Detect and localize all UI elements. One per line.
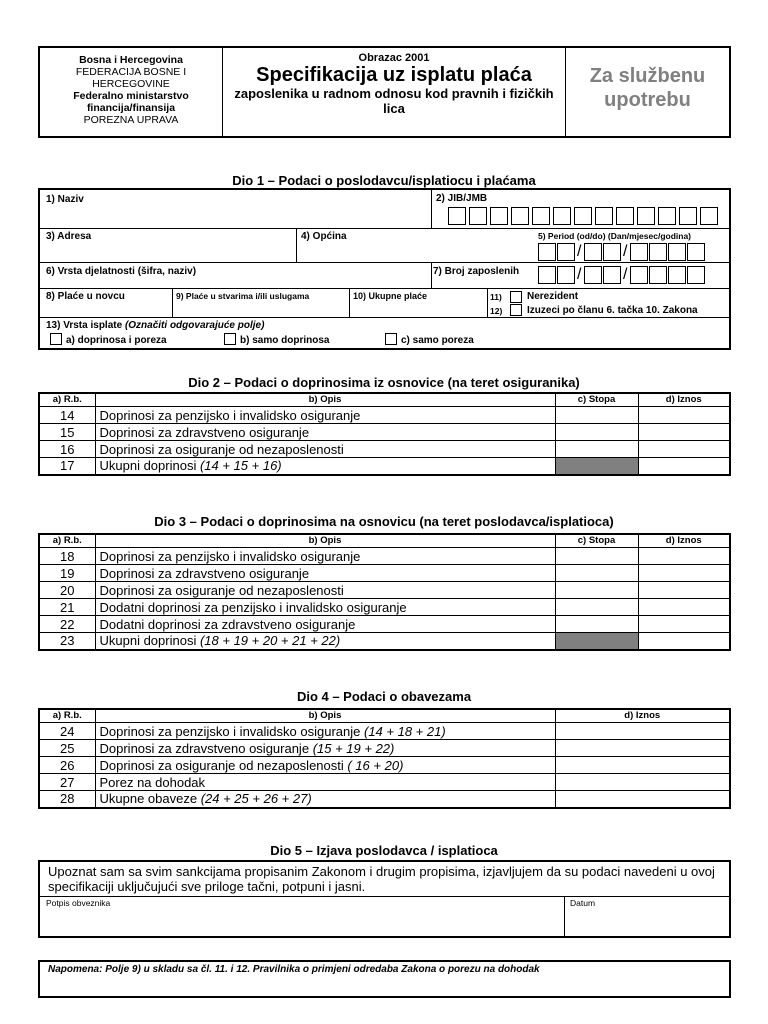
row-opis-text: Doprinosi za penzijsko i invalidsko osiguranje	[99, 723, 361, 739]
option-b-checkbox[interactable]	[224, 333, 236, 345]
row-number: 23	[39, 633, 95, 650]
table-row	[39, 424, 730, 441]
field-vrsta-isplate-label	[46, 320, 264, 331]
row-formula: (15 + 19 + 22)	[312, 740, 395, 756]
row-number: 15	[39, 424, 95, 441]
option-a-label: a) doprinosa i poreza	[66, 335, 167, 346]
row-description	[95, 599, 555, 616]
row-number: 20	[39, 582, 95, 599]
date-field[interactable]	[568, 908, 728, 934]
row-description	[95, 740, 555, 757]
row-number: 24	[39, 723, 95, 740]
table-row	[39, 565, 730, 582]
dio2-title: Dio 2 – Podaci o doprinosima iz osnovice (na teret osiguranika)	[188, 375, 580, 390]
row-description	[95, 616, 555, 633]
field-djelatnost[interactable]	[42, 276, 427, 286]
row-opis-text: Ukupni doprinosi	[99, 633, 197, 649]
row-opis-text: Porez na dohodak	[99, 774, 206, 790]
field-naziv[interactable]	[42, 206, 427, 226]
iznos-cell[interactable]	[555, 723, 730, 740]
stopa-cell[interactable]	[555, 548, 638, 565]
field-naziv-label: 1) Naziv	[46, 194, 84, 205]
field-djelatnost-label: 6) Vrsta djelatnosti (šifra, naziv)	[46, 266, 197, 277]
row-opis-text: Doprinosi za penzijsko i invalidsko osiguranje	[99, 548, 361, 564]
nerezident-label: Nerezident	[527, 291, 579, 302]
form-header	[38, 46, 731, 138]
col-opis: b) Opis	[95, 709, 555, 723]
row-number: 22	[39, 616, 95, 633]
iznos-cell[interactable]	[555, 774, 730, 791]
dio3-title: Dio 3 – Podaci o doprinosima na osnovicu (na teret poslodavca/isplatioca)	[154, 514, 614, 529]
option-a[interactable]	[50, 333, 167, 346]
row-description	[95, 458, 555, 475]
stopa-cell[interactable]	[555, 424, 638, 441]
field-period-label: 5) Period (od/do) (Dan/mjesec/godina)	[538, 231, 692, 241]
row-opis-text: Doprinosi za osiguranje od nezaposlenosti	[99, 757, 344, 773]
iznos-cell[interactable]	[638, 458, 730, 475]
col-opis: b) Opis	[95, 393, 555, 407]
row-number: 18	[39, 548, 95, 565]
row-number: 17	[39, 458, 95, 475]
row-description	[95, 774, 555, 791]
option-b-label: b) samo doprinosa	[240, 335, 330, 346]
vrsta-isplate-text: 13) Vrsta isplate	[46, 320, 123, 331]
table-row	[39, 458, 730, 475]
field-11-number: 11)	[490, 292, 502, 302]
dio1-title: Dio 1 – Podaci o poslodavcu/isplatiocu i plaćama	[232, 173, 536, 188]
date-label: Datum	[570, 898, 596, 908]
option-a-checkbox[interactable]	[50, 333, 62, 345]
iznos-cell[interactable]	[638, 407, 730, 424]
stopa-cell[interactable]	[555, 582, 638, 599]
entity-name: FEDERACIJA BOSNE I HERCEGOVINE	[75, 66, 187, 90]
iznos-cell[interactable]	[638, 633, 730, 650]
form-subtitle: zaposlenika u radnom odnosu kod pravnih i fizičkih lica	[234, 86, 554, 116]
note-text: Napomena: Polje 9) u skladu sa čl. 11. i 12. Pravilnika o primjeni odredaba Zakona o porezu na dohodak	[48, 964, 540, 975]
row-number: 16	[39, 441, 95, 458]
row-opis-text: Doprinosi za zdravstveno osiguranje	[99, 740, 310, 756]
official-use-label: Za službenu upotrebu	[589, 65, 706, 111]
zaposleni-input-boxes[interactable]: / /	[538, 266, 728, 285]
row-opis-text: Dodatni doprinosi za penzijsko i invalidsko osiguranje	[99, 599, 407, 615]
dio2-table	[38, 392, 731, 476]
row-description	[95, 582, 555, 599]
statement-text: Upoznat sam sa svim sankcijama propisanim Zakonom i drugim propisima, izjavljujem da su podaci navedeni u ovoj specifikaciji uključujući sve priloge tačni, potpuni i jasni.	[48, 864, 715, 894]
iznos-cell[interactable]	[638, 548, 730, 565]
table-row	[39, 548, 730, 565]
nerezident-checkbox[interactable]	[510, 291, 522, 303]
row-number: 27	[39, 774, 95, 791]
dio1-employer-box	[38, 188, 731, 350]
issuer-block	[40, 48, 223, 136]
row-formula: ( 16 + 20)	[347, 757, 404, 773]
field-jib-label: 2) JIB/JMB	[436, 193, 488, 204]
table-row	[39, 441, 730, 458]
col-rb: a) R.b.	[39, 709, 95, 723]
option-b[interactable]	[224, 333, 329, 346]
dio5-statement-box	[38, 860, 731, 938]
iznos-cell[interactable]	[638, 582, 730, 599]
field-place-novac-label: 8) Plaće u novcu	[46, 291, 125, 302]
table-row	[39, 616, 730, 633]
row-number: 28	[39, 791, 95, 808]
col-stopa: c) Stopa	[555, 534, 638, 548]
row-opis-text: Dodatni doprinosi za zdravstveno osiguranje	[99, 616, 356, 632]
row-description	[95, 407, 555, 424]
period-input-boxes[interactable]: / /	[538, 243, 728, 262]
table-row	[39, 633, 730, 650]
iznos-cell[interactable]	[638, 599, 730, 616]
row-opis-text: Doprinosi za penzijsko i invalidsko osiguranje	[99, 407, 361, 423]
row-opis-text: Doprinosi za zdravstveno osiguranje	[99, 565, 310, 581]
table-row	[39, 407, 730, 424]
title-block	[223, 48, 566, 136]
option-c-checkbox[interactable]	[385, 333, 397, 345]
col-rb: a) R.b.	[39, 534, 95, 548]
dio4-table	[38, 708, 731, 809]
row-formula: (14 + 18 + 21)	[363, 723, 446, 739]
row-formula: (14 + 15 + 16)	[199, 458, 282, 474]
row-opis-text: Doprinosi za zdravstveno osiguranje	[99, 424, 310, 440]
field-broj-zaposlenih-label: 7) Broj zaposlenih	[433, 266, 520, 277]
field-place-stvari-label: 9) Plaće u stvarima i/ili uslugama	[176, 291, 310, 301]
row-formula: (18 + 19 + 20 + 21 + 22)	[199, 633, 341, 649]
iznos-cell[interactable]	[555, 757, 730, 774]
row-opis-text: Doprinosi za osiguranje od nezaposlenosti	[99, 582, 344, 598]
authority-name: POREZNA UPRAVA	[83, 114, 179, 126]
table-header-row	[39, 393, 730, 407]
country-name: Bosna i Hercegovina	[79, 54, 183, 66]
col-iznos: d) Iznos	[638, 393, 730, 407]
field-ukupne-place-label: 10) Ukupne plaće	[353, 291, 428, 301]
jib-input-boxes[interactable]	[448, 207, 720, 226]
dio5-title: Dio 5 – Izjava poslodavca / isplatioca	[270, 843, 498, 858]
iznos-cell[interactable]	[638, 616, 730, 633]
stopa-cell-disabled	[555, 458, 638, 475]
row-opis-text: Ukupni doprinosi	[99, 458, 197, 474]
table-row	[39, 740, 730, 757]
table-row	[39, 757, 730, 774]
row-opis-text: Ukupne obaveze	[99, 791, 198, 807]
row-description	[95, 723, 555, 740]
option-c-label: c) samo poreza	[401, 335, 474, 346]
iznos-cell[interactable]	[555, 740, 730, 757]
field-adresa-label: 3) Adresa	[46, 231, 92, 242]
stopa-cell-disabled	[555, 633, 638, 650]
stopa-cell[interactable]	[555, 599, 638, 616]
izuzeci-label: Izuzeci po članu 6. tačka 10. Zakona	[527, 305, 698, 316]
signature-label: Potpis obveznika	[46, 898, 111, 908]
field-adresa[interactable]	[42, 243, 292, 260]
row-description	[95, 565, 555, 582]
row-description	[95, 791, 555, 808]
stopa-cell[interactable]	[555, 407, 638, 424]
izuzeci-checkbox[interactable]	[510, 304, 522, 316]
ministry-name: Federalno ministarstvo financija/finansija	[73, 90, 189, 114]
form-code: Obrazac 2001	[358, 52, 430, 64]
iznos-cell[interactable]	[638, 565, 730, 582]
row-number: 26	[39, 757, 95, 774]
table-row	[39, 774, 730, 791]
table-row	[39, 582, 730, 599]
field-opcina[interactable]	[299, 243, 529, 260]
row-number: 25	[39, 740, 95, 757]
dio4-title: Dio 4 – Podaci o obavezama	[296, 689, 472, 704]
stopa-cell[interactable]	[555, 616, 638, 633]
form-title: Specifikacija uz isplatu plaća	[256, 64, 532, 86]
row-description	[95, 441, 555, 458]
table-header-row	[39, 709, 730, 723]
col-opis: b) Opis	[95, 534, 555, 548]
row-opis-text: Doprinosi za osiguranje od nezaposlenosti	[99, 441, 344, 457]
note-box	[38, 960, 731, 998]
field-opcina-label: 4) Općina	[301, 231, 347, 242]
row-number: 21	[39, 599, 95, 616]
iznos-cell[interactable]	[555, 791, 730, 808]
row-description	[95, 757, 555, 774]
row-description	[95, 548, 555, 565]
row-number: 19	[39, 565, 95, 582]
col-iznos: d) Iznos	[555, 709, 730, 723]
dio3-table	[38, 533, 731, 651]
table-row	[39, 791, 730, 808]
vrsta-isplate-hint: (Označiti odgovarajuće polje)	[124, 320, 265, 331]
signature-field[interactable]	[42, 908, 560, 934]
col-rb: a) R.b.	[39, 393, 95, 407]
row-number: 14	[39, 407, 95, 424]
col-stopa: c) Stopa	[555, 393, 638, 407]
table-row	[39, 723, 730, 740]
row-description	[95, 633, 555, 650]
option-c[interactable]	[385, 333, 474, 346]
row-description	[95, 424, 555, 441]
field-12-number: 12)	[490, 306, 503, 316]
iznos-cell[interactable]	[638, 424, 730, 441]
stopa-cell[interactable]	[555, 565, 638, 582]
table-row	[39, 599, 730, 616]
stopa-cell[interactable]	[555, 441, 638, 458]
col-iznos: d) Iznos	[638, 534, 730, 548]
iznos-cell[interactable]	[638, 441, 730, 458]
row-formula: (24 + 25 + 26 + 27)	[200, 791, 312, 807]
table-header-row	[39, 534, 730, 548]
